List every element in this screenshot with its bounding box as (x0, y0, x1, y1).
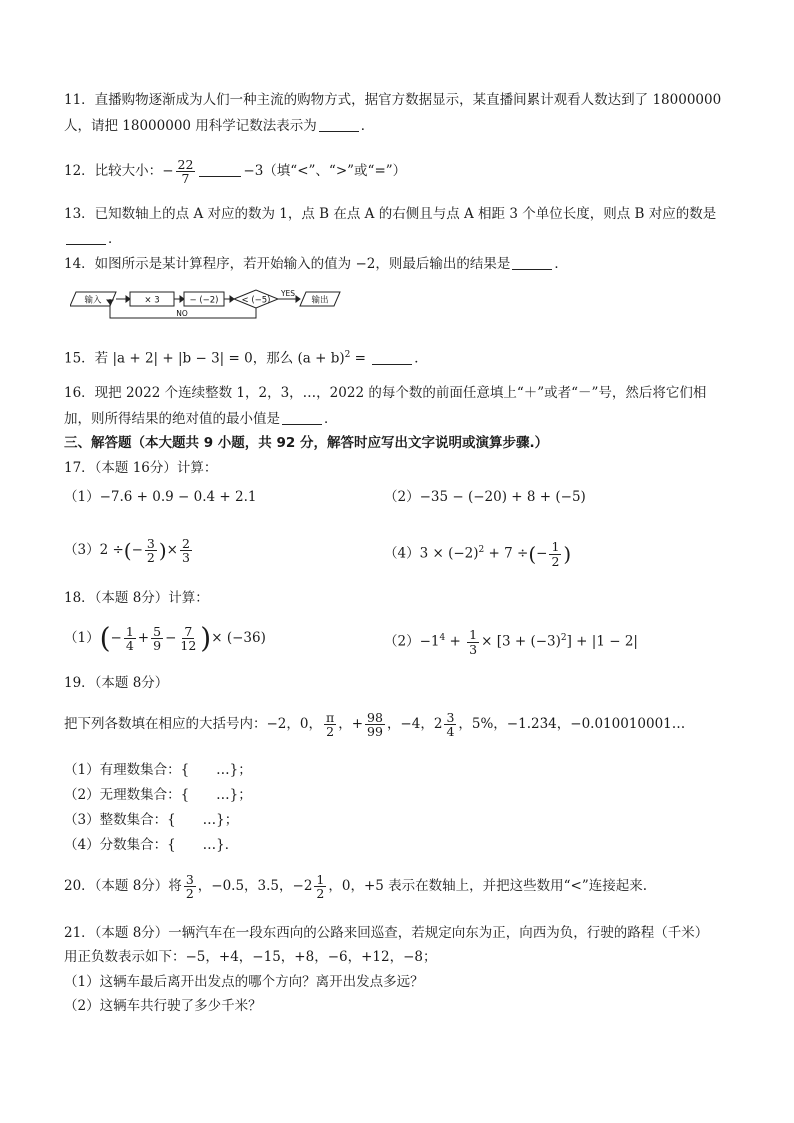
q18-p2-post2: ] + |1 − 2| (566, 633, 638, 650)
q20-frac1 (184, 873, 196, 900)
q19-98-frac (365, 711, 385, 738)
frac-den: 9 (153, 638, 162, 653)
q19-mixed-frac (444, 711, 456, 738)
q19-item-3: （3）整数集合：{ …}； (64, 812, 239, 828)
q17-part3-pre: （3）2 ÷ (64, 542, 124, 558)
q17-part2: （2）−35 − (−20) + 8 + (−5) (384, 489, 586, 505)
q19-title: 19．（本题 8分） (64, 675, 169, 691)
frac-num: 98 (367, 709, 383, 725)
q17-row1 (64, 487, 744, 507)
q17-p3-frac1 (145, 537, 157, 564)
q21-sub1: （1）这辆车最后离开出发点的哪个方向？离开出发点多远？ (64, 974, 424, 990)
frac-num: 1 (316, 871, 325, 887)
frac-den: 4 (125, 638, 134, 653)
q12-neg: − (162, 163, 174, 179)
q11-end: ． (360, 118, 375, 134)
q21-line2: 用正负数表示如下：−5，+4，−15，+8，−6，+12，−8； (64, 949, 437, 965)
q20-post: ，0，+5 表示在数轴上，并把这些数用“<”连接起来. (328, 878, 648, 894)
frac-num: 7 (184, 623, 193, 639)
q17-title: 17．（本题 16分）计算： (64, 460, 218, 476)
frac-num: 2 (181, 535, 190, 551)
q19-item-2: （2）无理数集合：{ …}； (64, 787, 252, 803)
q16-end: ． (324, 411, 338, 427)
q18-p2-post1: × [3 + (−3) (481, 633, 561, 650)
frac-den: 2 (551, 553, 560, 569)
q20-mid: ，−0.5，3.5，−2 (197, 878, 313, 894)
flow-cond-label: < (−5) (241, 295, 271, 306)
q17-p4-exp: 2 (478, 545, 485, 555)
flow-output-label: 输出 (311, 295, 329, 306)
frac-den: 3 (469, 641, 478, 657)
q17-part4: $(4)3 \times (-2)^2 + 7$ ÷(− $\frac{1}{2}$ ) (384, 539, 572, 569)
q12-fraction (176, 158, 196, 185)
q20-frac2 (314, 873, 326, 900)
q18-frac1 (124, 625, 136, 652)
q15-text: 15．若 |a + 2| + |b − 3| = 0，那么 (a + b) (64, 350, 345, 367)
q18-title: 18．（本题 8分）计算： (64, 590, 209, 606)
flow-yes-label: YES (280, 289, 296, 298)
q17-row2: （3）2 ÷(− $\frac{3}{2}$ )× $\frac{2}{3}$ $(4)3 \times (-2)^2 + 7$ ÷(− $\frac{1}{2}$ ) (64, 530, 744, 571)
frac-den: 2 (146, 550, 155, 565)
q20-pre: 20．（本题 8分）将 (64, 878, 182, 894)
q19-intro-mid: ，−4，2 (386, 716, 443, 732)
frac-den: 2 (326, 724, 335, 739)
q13-line1: 13．已知数轴上的点 A 对应的数为 1，点 B 在点 A 的右侧且与点 A 相距 3 个单位长度，则点 B 对应的数是 (64, 206, 717, 222)
q18-p2-exp2: 2 (560, 633, 567, 643)
q12-line (64, 152, 744, 190)
q15-end: ． (414, 350, 428, 367)
q15-exp: 2 (344, 350, 351, 360)
q20-line (64, 866, 744, 906)
q17-p3-frac2 (180, 537, 192, 564)
q12-label: 12．比较大小： (64, 163, 163, 179)
q17-p4-mid: + 7 ÷ (484, 545, 529, 562)
frac-num: π (326, 709, 335, 725)
q19-item-4: （4）分数集合：{ …}． (64, 837, 239, 853)
q13-end: ． (108, 231, 122, 247)
q17-p3-times: × (166, 542, 178, 558)
q12-den: 7 (181, 171, 190, 186)
q19-item-1: （1）有理数集合：{ …}； (64, 762, 252, 778)
q16-line1: 16．现把 2022 个连续整数 1，2，3，…，2022 的每个数的前面任意填上“＋”或者“－”号，然后将它们相 (64, 385, 707, 401)
q15-line (64, 345, 744, 369)
q18-p2-mid: + (445, 633, 466, 650)
q14-text: 14．如图所示是某计算程序，若开始输入的值为 −2，则最后输出的结果是 (64, 256, 511, 272)
frac-den: 3 (181, 550, 190, 565)
frac-num: 3 (146, 535, 155, 551)
q18-frac3 (178, 625, 198, 652)
q12-num: 22 (177, 156, 194, 172)
q21-line1: 21．（本题 8分）一辆汽车在一段东西向的公路来回巡查，若规定向东为正，向西为负，行驶的路程（千米） (64, 925, 709, 941)
flow-op1-label: × 3 (144, 295, 160, 306)
q12-rest: −3（填“<”、“>”或“=”） (243, 163, 407, 179)
frac-den: 99 (367, 724, 383, 739)
q15-eq: = (350, 350, 371, 367)
frac-num: 5 (153, 623, 162, 639)
q17-p4-pre: （4）3 × (−2) (384, 545, 479, 562)
q13-line2 (64, 229, 744, 249)
q11-line1: 11．直播购物逐渐成为人们一种主流的购物方式，据官方数据显示，某直播间累计观看人数达到了 18000000 (64, 92, 722, 108)
frac-num: 3 (185, 871, 194, 887)
q18-p1-post: × (−36) (211, 630, 266, 646)
q11-text: 人，请把 18000000 用科学记数法表示为 (64, 118, 317, 134)
answer-blank[interactable] (282, 410, 322, 425)
q19-intro-pre: 把下列各数填在相应的大括号内：−2，0， (64, 716, 322, 732)
answer-blank[interactable] (319, 117, 359, 132)
q18-p1-pre: （1） (64, 630, 100, 646)
frac-den: 4 (446, 724, 455, 739)
q19-intro-post: ，5%，−1.23̇4̇，−0.010010001… (458, 716, 686, 732)
q18-row: （1）(− $\frac{1}{4}$ + $\frac{5}{9}$ − $\frac{7}{12}$ )× (−36) $(2)-1^4$ + $\frac{1}{3}$ × $[3 + (-3)^2] + |1 - 2|$ (64, 618, 744, 659)
q21-sub2: （2）这辆车共行驶了多少千米？ (64, 998, 262, 1014)
frac-num: 1 (551, 539, 560, 555)
q18-p2-exp: 4 (439, 633, 446, 643)
q14-end: ． (554, 256, 568, 272)
q14-line (64, 254, 744, 274)
q17-part1: （1）−7.6 + 0.9 − 0.4 + 2.1 (64, 489, 257, 505)
flow-op2-label: − (−2) (189, 295, 219, 306)
answer-blank[interactable] (199, 162, 241, 177)
frac-den: 2 (316, 886, 325, 901)
frac-den: 2 (185, 886, 194, 901)
section-three-heading: 三、解答题（本大题共 9 小题，共 92 分，解答时应写出文字说明或演算步骤.） (64, 435, 549, 451)
q17-p4-frac (549, 540, 561, 567)
frac-num: 1 (125, 623, 134, 639)
q18-part2 (384, 618, 638, 662)
q19-intro: 把下列各数填在相应的大括号内：−2，0， $\frac{\pi}{2}$ ，+ $\frac{98}{99}$ ，−4，2 $\frac{3}{4}$ ，5%，−1.23̇4̇，−0.010010001… (64, 709, 686, 739)
q11-line2 (64, 116, 744, 136)
q18-p2-frac (467, 628, 479, 655)
frac-num: 3 (446, 709, 455, 725)
q19-pi-frac (324, 711, 336, 738)
frac-den: 12 (180, 638, 197, 653)
answer-blank[interactable] (512, 255, 552, 270)
q16-line2 (64, 409, 744, 429)
answer-blank[interactable] (372, 350, 412, 365)
q18-p2-pre: （2）−1 (384, 633, 440, 650)
flow-no-label: NO (176, 309, 188, 318)
answer-blank[interactable] (66, 230, 106, 245)
flow-input-label: 输入 (84, 295, 102, 306)
q16-text: 加，则所得结果的绝对值的最小值是 (64, 411, 280, 427)
frac-num: 1 (469, 627, 478, 643)
q14-flowchart (70, 288, 350, 324)
q18-frac2 (151, 625, 163, 652)
